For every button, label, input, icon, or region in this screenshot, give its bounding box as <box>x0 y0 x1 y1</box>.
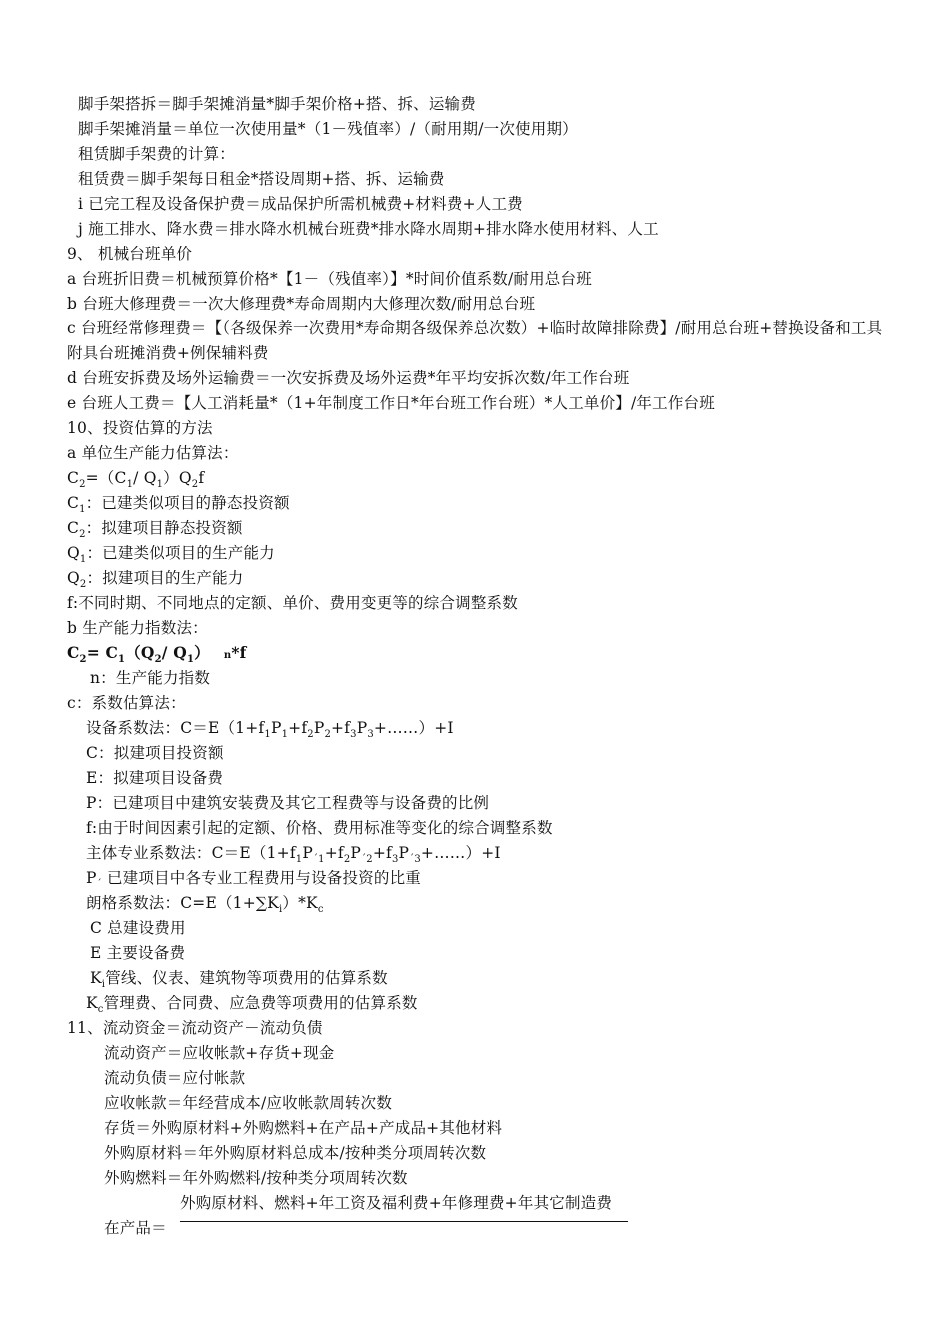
section-heading: 10、投资估算的方法 <box>67 419 213 437</box>
fraction-numerator: 外购原材料、燃料+年工资及福利费+年修理费+年其它制造费 <box>180 1194 613 1212</box>
text-line: e 台班人工费＝【人工消耗量*（1+年制度工作日*年台班工作台班）*人工单价】/年工作台班 <box>67 394 715 412</box>
text-line: n：生产能力指数 <box>90 669 211 687</box>
definition-c2: $C_2$：拟建项目静态投资额 <box>67 519 243 540</box>
text-line: 租赁费＝脚手架每日租金*搭设周期+搭、拆、运输费 <box>78 170 445 188</box>
text-line: a 单位生产能力估算法： <box>67 444 239 462</box>
text-line: b 生产能力指数法： <box>67 619 208 637</box>
definition-c1: $C_1$：已建类似项目的静态投资额 <box>67 494 290 515</box>
text-line: 脚手架搭拆＝脚手架摊消量*脚手架价格+搭、拆、运输费 <box>78 95 476 113</box>
fraction-bar <box>180 1221 628 1222</box>
text-line: i 已完工程及设备保护费＝成品保护所需机械费+材料费+人工费 <box>78 195 523 213</box>
text-line: 流动负债＝应付帐款 <box>104 1069 246 1087</box>
text-line: 应收帐款＝年经营成本/应收帐款周转次数 <box>104 1094 393 1112</box>
definition-q1: $Q_1$：已建类似项目的生产能力 <box>67 544 275 565</box>
text-line: C 总建设费用 <box>90 919 186 937</box>
text-line: E：拟建项目设备费 <box>86 769 224 787</box>
formula-main-specialty: 主体专业系数法：$C=E(1+f_1P_{ˊ1}+f_2P_{ˊ2}+f_3P_{ˊ3}+\dots\dots)+I$ <box>86 844 501 865</box>
text-line: a 台班折旧费＝机械预算价格*【1－（残值率）】*时间价值系数/耐用总台班 <box>67 270 592 288</box>
text-line: 外购燃料＝年外购燃料/按种类分项周转次数 <box>104 1169 408 1187</box>
text-line: 流动资产＝应收帐款+存货+现金 <box>104 1044 335 1062</box>
text-line: b 台班大修理费＝一次大修理费*寿命周期内大修理次数/耐用总台班 <box>67 295 536 313</box>
text-line: c：系数估算法： <box>67 694 186 712</box>
formula-equipment-factor: 设备系数法：$C=E(1+f_1P_1+f_2P_2+f_3P_3+\dots\dots)+I$ <box>86 719 454 740</box>
text-line: 外购原材料＝年外购原材料总成本/按种类分项周转次数 <box>104 1144 487 1162</box>
definition-ki: $K_i$管线、仪表、建筑物等项费用的估算系数 <box>90 969 388 990</box>
section-heading: 11、流动资金＝流动资产－流动负债 <box>67 1019 323 1037</box>
text-line: f:由于时间因素引起的定额、价格、费用标准等变化的综合调整系数 <box>86 819 553 837</box>
text-line: P：已建项目中建筑安装费及其它工程费等与设备费的比例 <box>86 794 490 812</box>
text-line: E 主要设备费 <box>90 944 186 962</box>
text-line: C：拟建项目投资额 <box>86 744 224 762</box>
text-line: d 台班安拆费及场外运输费＝一次安拆费及场外运费*年平均安拆次数/年工作台班 <box>67 369 630 387</box>
text-line: 租赁脚手架费的计算： <box>78 145 236 163</box>
text-line: j 施工排水、降水费＝排水降水机械台班费*排水降水周期+排水降水使用材料、人工 <box>78 220 659 238</box>
formula-lang-factor: 朗格系数法：$C=E(1+\sum K_i)*K_c$ <box>86 894 324 915</box>
formula-capacity-index: $C_2= C_1(Q_2/$ $Q_1$） n*f <box>67 643 247 665</box>
formula-unit-capacity: $C_2=(C_1/$ $Q_1)Q_2f$ <box>67 469 205 490</box>
text-line: 在产品＝ <box>104 1219 167 1237</box>
definition-kc: $K_c$管理费、合同费、应急费等项费用的估算系数 <box>86 994 418 1015</box>
definition-p-prime: $P_ˊ$ 已建项目中各专业工程费用与设备投资的比重 <box>86 869 421 890</box>
text-line: f:不同时期、不同地点的定额、单价、费用变更等的综合调整系数 <box>67 594 518 612</box>
definition-q2: $Q_2$：拟建项目的生产能力 <box>67 569 244 590</box>
text-line: 存货＝外购原材料+外购燃料+在产品+产成品+其他材料 <box>104 1119 503 1137</box>
section-heading: 9、 机械台班单价 <box>67 245 193 263</box>
text-paragraph: c 台班经常修理费＝【（各级保养一次费用*寿命期各级保养总次数）+临时故障排除费】/耐用总台班+替换设备和工具附具台班摊消费+例保辅料费 <box>67 319 883 362</box>
text-line: 脚手架摊消量＝单位一次使用量*（1－残值率）/（耐用期/一次使用期） <box>78 120 578 138</box>
